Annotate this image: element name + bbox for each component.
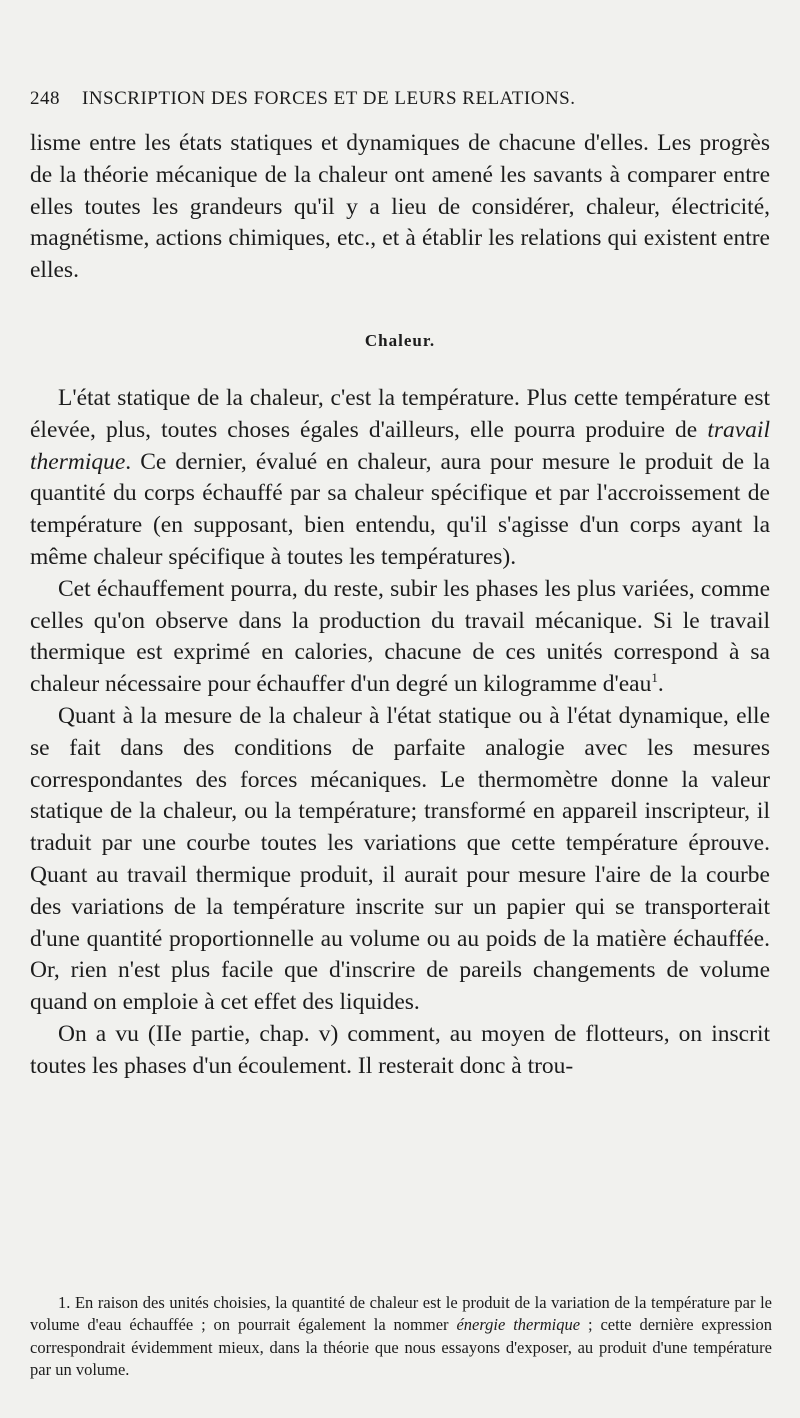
- paragraph-1-emphasis: travail thermique: [30, 416, 770, 475]
- footnote-1-emphasis: énergie thermique: [456, 1315, 581, 1335]
- running-title: INSCRIPTION DES FORCES ET DE LEURS RELATIONS.: [82, 88, 576, 109]
- paragraph-continuation: lisme entre les états statiques et dynamiques de chacune d'elles. Les progrès de la théorie mécanique de la chaleur ont amené les savants à comparer entre elles toutes les grandeurs qu'il y a lieu de considérer, chaleur, électricité, magnétisme, actions chimiques, etc., et à établir les relations qui existent entre elles.: [30, 130, 770, 284]
- footnote-1-text-a: 1. En raison des unités choisies, la quantité de chaleur est le produit de la variation de la température par le volume d'eau échauffée ; on pourrait également la nommer: [30, 1293, 772, 1335]
- paragraph-2-text-a: Cet échauffement pourra, du reste, subir les phases les plus variées, comme celles qu'on observe dans la production du travail mécanique. Si le travail thermique est exprimé en calories, chacune de ces unités correspond à sa chaleur nécessaire pour échauffer d'un degré un kilogramme d'eau: [30, 575, 770, 698]
- paragraph-1-text-a: L'état statique de la chaleur, c'est la température. Plus cette température est élevée, plus, toutes choses égales d'ailleurs, elle pourra produire de: [30, 384, 770, 443]
- paragraph-1: [30, 383, 770, 574]
- footnote-1-text-b: ; cette dernière expression correspondrait évidemment mieux, dans la théorie que nous essayons d'exposer, au produit d'une température par un volume.: [30, 1315, 772, 1380]
- running-header: [30, 88, 710, 110]
- main-text: [30, 128, 770, 1083]
- footnote-reference: 1: [651, 670, 658, 686]
- paragraph-3: Quant à la mesure de la chaleur à l'état statique ou à l'état dynamique, elle se fait dans des conditions de parfaite analogie avec les mesures correspondantes des forces mécaniques. Le thermomètre donne la valeur statique de la chaleur, ou la température; transformé en appareil inscripteur, il traduit par une courbe toutes les variations que cette température éprouve. Quant au travail thermique produit, il aurait pour mesure l'aire de la courbe des variations de la température inscrite sur un papier qui se transporterait d'une quantité proportionnelle au volume ou au poids de la matière échauffée. Or, rien n'est plus facile que d'inscrire de pareils changements de volume quand on emploie à cet effet des liquides.: [30, 702, 770, 1016]
- paragraph-2-text-b: .: [657, 671, 664, 698]
- footnotes: [30, 1292, 772, 1382]
- section-heading: Chaleur.: [364, 330, 436, 350]
- paragraph-2: [30, 574, 770, 701]
- paragraph-4: On a vu (IIe partie, chap. v) comment, au moyen de flotteurs, on inscrit toutes les phases d'un écoulement. Il resterait donc à trou-: [30, 1020, 770, 1079]
- page-number: 248: [30, 88, 60, 109]
- paragraph-1-text-b: . Ce dernier, évalué en chaleur, aura pour mesure le produit de la quantité du corps échauffé par sa chaleur spécifique et par l'accroissement de température (en supposant, bien entendu, qu'il s'agisse d'un corps ayant la même chaleur spécifique à toutes les températures).: [30, 448, 770, 570]
- footnote-1: [30, 1292, 772, 1382]
